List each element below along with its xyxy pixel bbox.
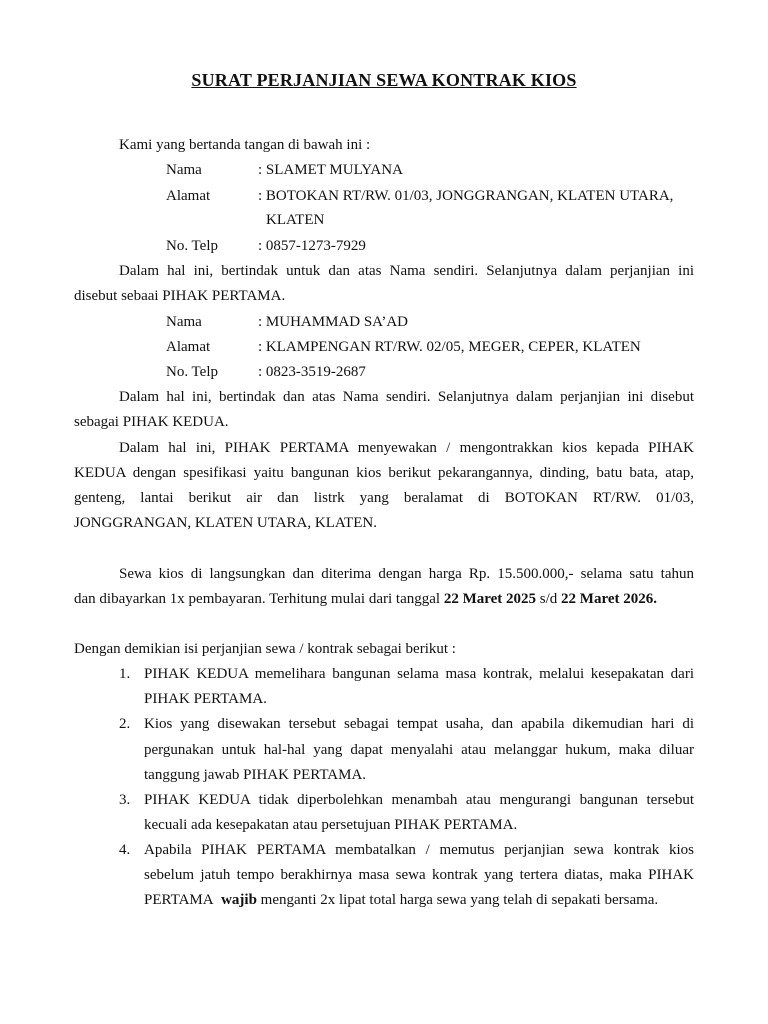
term-2-line3: tanggung jawab PIHAK PERTAMA. [144, 767, 367, 783]
party2-statement-line1: Dalam hal ini, bertindak dan atas Nama sendiri. Selanjutnya dalam perjanjian ini disebut [119, 389, 694, 405]
party2-phone-label: No. Telp [166, 364, 219, 380]
rental-line4: JONGGRANGAN, KLATEN UTARA, KLATEN. [74, 515, 377, 531]
term-4-line3-prefix: PERTAMA [144, 892, 214, 908]
party1-phone-label: No. Telp [166, 238, 219, 254]
party2-address-value: : KLAMPENGAN RT/RW. 02/05, MEGER, CEPER, KLATEN [258, 339, 641, 355]
party2-address-label: Alamat [166, 339, 211, 355]
party1-statement-line2: disebut sebaai PIHAK PERTAMA. [74, 288, 286, 304]
term-1-line2: PIHAK PERTAMA. [144, 691, 267, 707]
party1-address-label: Alamat [166, 188, 211, 204]
term-3-line1: PIHAK KEDUA tidak diperbolehkan menambah atau mengurangi bangunan tersebut [144, 792, 694, 808]
party1-name-label: Nama [166, 162, 202, 178]
term-1-line1: PIHAK KEDUA memelihara bangunan selama masa kontrak, melalui kesepakatan dari [144, 666, 694, 682]
party2-name-value: : MUHAMMAD SA’AD [258, 314, 409, 330]
intro-text: Kami yang bertanda tangan di bawah ini : [119, 137, 371, 153]
term-4-line3 [144, 890, 658, 910]
party2-name-label: Nama [166, 314, 202, 330]
price-line1: Sewa kios di langsungkan dan diterima dengan harga Rp. 15.500.000,- selama satu tahun [119, 566, 694, 582]
term-1-number: 1. [119, 666, 131, 682]
term-4-number: 4. [119, 842, 131, 858]
sd-text: s/d [539, 591, 558, 607]
party1-name-value: : SLAMET MULYANA [258, 162, 403, 178]
end-date: 22 Maret 2026. [561, 591, 657, 607]
term-4-line1: Apabila PIHAK PERTAMA membatalkan / memutus perjanjian sewa kontrak kios [144, 842, 694, 858]
term-4-line3-suffix: menganti 2x lipat total harga sewa yang telah di sepakati bersama. [260, 892, 659, 908]
document-title: SURAT PERJANJIAN SEWA KONTRAK KIOS [191, 70, 577, 90]
term-4-line3-bold: wajib [221, 892, 257, 908]
term-3-number: 3. [119, 792, 131, 808]
rental-line1: Dalam hal ini, PIHAK PERTAMA menyewakan / mengontrakkan kios kepada PIHAK [119, 440, 694, 456]
party1-address-value-line2: KLATEN [266, 212, 325, 228]
terms-intro: Dengan demikian isi perjanjian sewa / kontrak sebagai berikut : [74, 641, 456, 657]
term-4-line2: sebelum jatuh tempo berakhirnya masa sewa kontrak yang tertera diatas, maka PIHAK [144, 867, 694, 883]
party1-phone-value: : 0857-1273-7929 [258, 238, 366, 254]
price-line2 [74, 589, 657, 609]
party1-statement-line1: Dalam hal ini, bertindak untuk dan atas Nama sendiri. Selanjutnya dalam perjanjian ini [119, 263, 694, 279]
term-2-line2: pergunakan untuk hal-hal yang dapat menyalahi atau melanggar hukum, maka diluar [144, 742, 694, 758]
rental-line2: KEDUA dengan spesifikasi yaitu bangunan kios berikut pekarangannya, dinding, batu bata, atap, [74, 465, 694, 481]
term-3-line2: kecuali ada kesepakatan atau persetujuan PIHAK PERTAMA. [144, 817, 518, 833]
rental-line3: genteng, lantai berikut air dan listrk yang beralamat di BOTOKAN RT/RW. 01/03, [74, 490, 694, 506]
price-line2-prefix: dan dibayarkan 1x pembayaran. Terhitung mulai dari tanggal [74, 591, 441, 607]
start-date: 22 Maret 2025 [443, 591, 537, 607]
party1-address-value-line1: : BOTOKAN RT/RW. 01/03, JONGGRANGAN, KLATEN UTARA, [258, 188, 674, 204]
term-2-line1: Kios yang disewakan tersebut sebagai tempat usaha, dan apabila dikemudian hari di [144, 716, 694, 732]
party2-phone-value: : 0823-3519-2687 [258, 364, 366, 380]
party2-statement-line2: sebagai PIHAK KEDUA. [74, 414, 229, 430]
term-2-number: 2. [119, 716, 131, 732]
